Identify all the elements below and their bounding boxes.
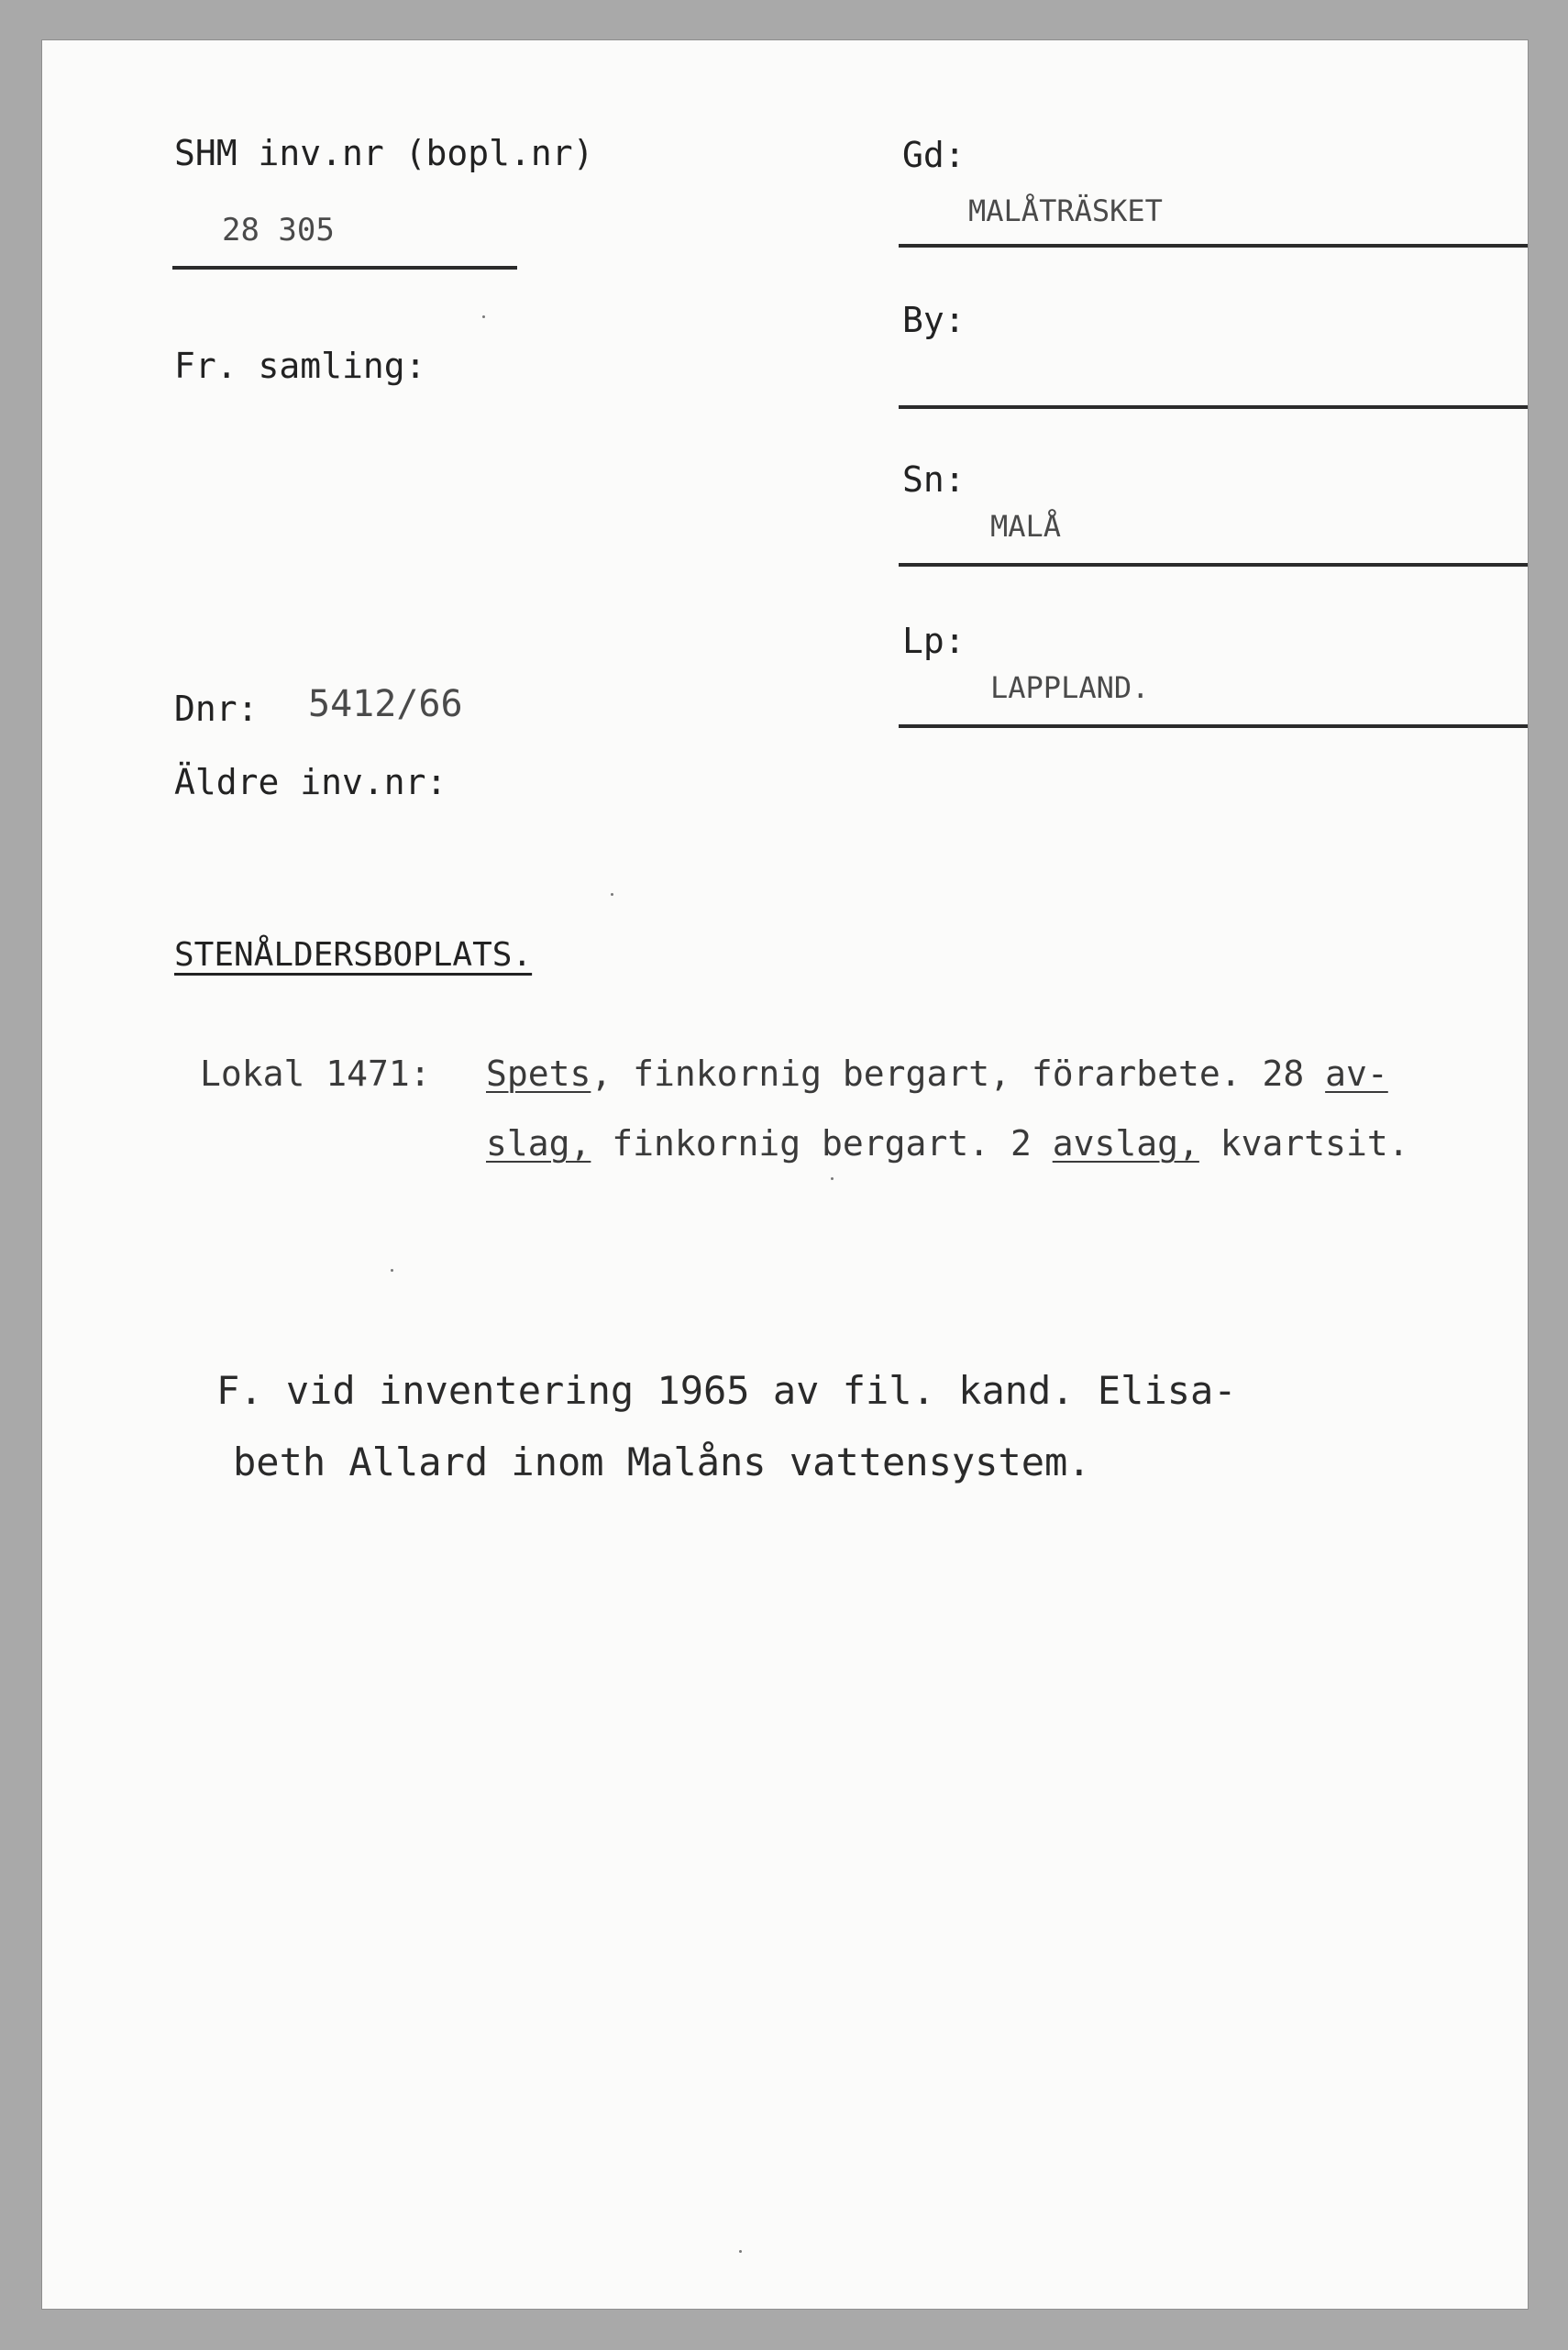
lokal-label: Lokal 1471: xyxy=(200,1054,431,1094)
finding-note-line-1: F. vid inventering 1965 av fil. kand. Elisa- xyxy=(216,1368,1237,1413)
underlined-term: slag, xyxy=(486,1123,591,1164)
gd-value: MALÅTRÄSKET xyxy=(968,193,1163,228)
inv-nr-label: SHM inv.nr (bopl.nr) xyxy=(174,133,594,173)
underlined-term: av- xyxy=(1325,1054,1388,1094)
paper-speck xyxy=(482,315,485,318)
aldre-inv-nr-label: Äldre inv.nr: xyxy=(174,762,447,802)
description-text: , finkornig bergart, förarbete. 28 xyxy=(591,1054,1326,1094)
paper-speck xyxy=(739,2250,742,2253)
samling-label: Fr. samling: xyxy=(174,346,426,386)
paper-speck xyxy=(611,893,613,896)
underlined-term: Spets xyxy=(486,1054,591,1094)
dnr-label: Dnr: xyxy=(174,689,259,729)
description-text: kvartsit. xyxy=(1198,1123,1409,1164)
gd-rule xyxy=(899,244,1528,248)
lokal-description-line-2 xyxy=(486,1123,1409,1164)
sn-label: Sn: xyxy=(902,459,966,500)
sn-value: MALÅ xyxy=(990,509,1062,544)
gd-label: Gd: xyxy=(902,135,966,175)
site-type-heading: STENÅLDERSBOPLATS. xyxy=(174,936,533,974)
lp-label: Lp: xyxy=(902,621,966,661)
underlined-term: avslag, xyxy=(1052,1123,1199,1164)
sn-rule xyxy=(899,563,1528,567)
paper-speck xyxy=(391,1269,393,1272)
lp-rule xyxy=(899,724,1528,728)
dnr-value: 5412/66 xyxy=(308,683,463,725)
finding-note-line-2: beth Allard inom Malåns vattensystem. xyxy=(233,1440,1091,1484)
inv-nr-value: 28 305 xyxy=(222,212,335,248)
lokal-description-line-1 xyxy=(486,1054,1388,1094)
lp-value: LAPPLAND. xyxy=(990,670,1150,705)
by-rule xyxy=(899,405,1528,409)
paper-speck xyxy=(831,1177,834,1180)
by-label: By: xyxy=(902,300,966,340)
catalog-card xyxy=(42,40,1528,2309)
inv-nr-rule xyxy=(172,266,517,270)
description-text: finkornig bergart. 2 xyxy=(591,1123,1053,1164)
